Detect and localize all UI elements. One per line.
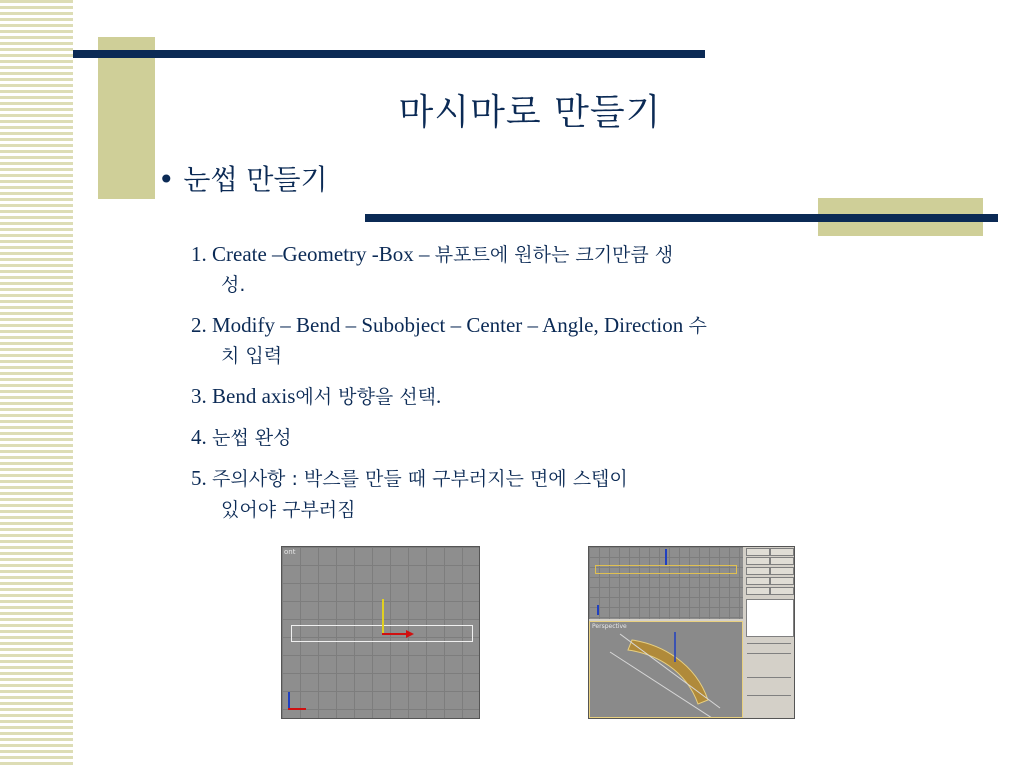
- slide-title: 마시마로 만들기: [398, 92, 662, 133]
- viewport-label: ont: [284, 548, 296, 556]
- panel-button: [746, 557, 770, 565]
- step-4: 4. 눈썹 완성: [191, 425, 292, 449]
- corner-x-axis: [288, 708, 306, 710]
- decorative-khaki-block-left: [98, 37, 155, 199]
- top-viewport: [589, 547, 743, 619]
- step-2: 2. Modify – Bend – Subobject – Center – Angle, Direction 수 치 입력: [191, 313, 707, 367]
- step-3: 3. Bend axis에서 방향을 선택.: [191, 384, 442, 408]
- top-gizmo-axis: [665, 549, 667, 565]
- panel-button: [746, 548, 770, 556]
- panel-button: [770, 567, 794, 575]
- modifier-stack-list: [746, 599, 794, 637]
- panel-divider: [747, 677, 791, 678]
- perspective-label: Perspective: [592, 623, 627, 630]
- slide-bullet: • 눈썹 만들기: [158, 163, 328, 196]
- panel-button: [746, 587, 770, 595]
- top-viewport-box: [595, 565, 737, 574]
- top-corner-axis: [597, 605, 599, 615]
- perspective-viewport: [589, 621, 743, 718]
- step-5-continuation: 있어야 구부러짐: [221, 499, 356, 521]
- panel-divider: [747, 695, 791, 696]
- bent-box-shape: [590, 622, 742, 717]
- decorative-navy-bar-bottom: [365, 214, 998, 222]
- panel-button: [770, 577, 794, 585]
- gizmo-x-arrow-icon: [406, 630, 414, 638]
- decorative-left-stripe: [0, 0, 73, 768]
- modifier-panel: [745, 547, 794, 718]
- panel-divider: [747, 653, 791, 654]
- front-viewport-image: [281, 546, 480, 719]
- step-1: 1. Create –Geometry -Box – 뷰포트에 원하는 크기만큼 생 성.: [191, 242, 674, 296]
- panel-button: [770, 557, 794, 565]
- steps-list: [191, 240, 871, 536]
- decorative-navy-bar-top: [73, 50, 705, 58]
- panel-button: [770, 587, 794, 595]
- bend-screenshot-image: [588, 546, 795, 719]
- step-5: 5. 주의사항 : 박스를 만들 때 구부러지는 면에 스텝이: [191, 466, 628, 490]
- panel-button: [746, 577, 770, 585]
- gizmo-y-axis: [382, 599, 384, 635]
- panel-button: [770, 548, 794, 556]
- panel-button: [746, 567, 770, 575]
- panel-divider: [747, 643, 791, 644]
